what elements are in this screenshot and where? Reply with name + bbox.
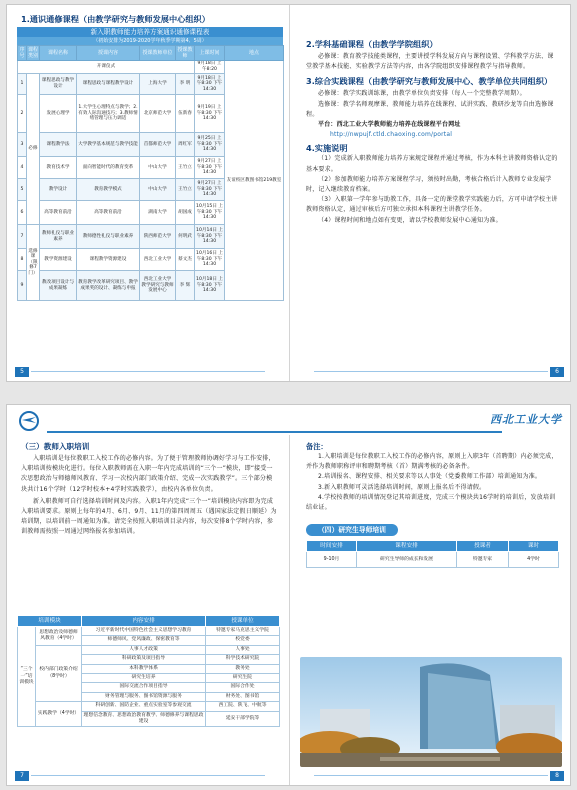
paragraph: 必修课：教育教学技能类课程，主要讲授学科发展方向与课程设置、学科教学方法、课堂教学基本技能、实验教学方法等内容，由各学院组织安排课程教学与指导教师。 xyxy=(306,53,554,71)
col-header: 课程类别 xyxy=(27,47,38,59)
course-content: 教育教学改革研究项目、教学成果奖的设计、凝练与申报 xyxy=(77,271,140,301)
module-unit: 西工院、陕飞、中航等 xyxy=(206,702,280,711)
list-item: （3）入职第一学年参与助教工作，具备一定的课堂教学实践能力后，方可申请学校主讲教师资格认定，通过审核后方可独立承担本科课程主讲教学任务。 xyxy=(306,196,558,214)
page-6 xyxy=(290,5,572,381)
module-unit: 国际合作处 xyxy=(206,683,280,692)
course-name: 教育技术学 xyxy=(40,157,77,179)
col-header: 授课教师单位 xyxy=(140,46,176,61)
module-content: 人事人才政策 xyxy=(82,645,206,654)
module-unit: 延安干部学院等 xyxy=(206,711,280,727)
paragraph: 选修课：教学名师观摩课、教师能力培养在线课程、试讲实践、教研沙龙等自由选修课程。 xyxy=(306,100,554,118)
course-time: 9月25日 上午8:30 下午14:30 xyxy=(195,133,225,157)
course-time: 9月18日 上午8:30 下午14:30 xyxy=(195,74,225,95)
platform-label: 平台：西北工业大学教师能力培养在线课程平台网址 xyxy=(318,121,461,129)
campus-photo xyxy=(300,657,562,767)
row-hours: 4学时 xyxy=(509,552,559,568)
course-name: 教学资源建设 xyxy=(40,249,77,271)
row-no: 6 xyxy=(18,201,27,225)
course-name: 高等教育前沿 xyxy=(40,201,77,225)
col-header: 课程安排 xyxy=(357,541,457,552)
note-item: 4.学校按教师的培训情况登记其培训进度，完成三个模块共16学时的培训后，发放培训结业证。 xyxy=(306,493,556,512)
row-no: 2 xyxy=(18,95,27,133)
table-title: 新入职教师能力培养方案通识通修课程表 xyxy=(17,27,283,37)
module-content: 理想信念教育、思想政治教育教学、师德修养与课程思政建设 xyxy=(82,711,206,727)
section-pill: （四）研究生导师培训 xyxy=(306,524,398,536)
course-teacher: 李 辉 xyxy=(176,271,195,301)
section-title: 3.综合实践课程（由教学研究与教师发展中心、教学单位共同组织） xyxy=(306,76,553,87)
row-no: 3 xyxy=(18,133,27,157)
course-time: 10月15日 上午8:30 下午14:30 xyxy=(195,201,225,225)
row-no: 1 xyxy=(18,74,27,95)
module-unit: 人事处 xyxy=(206,645,280,654)
module-unit: 财务处、图书馆 xyxy=(206,692,280,701)
col-header: 序号 xyxy=(19,47,25,59)
col-header: 授课内容 xyxy=(77,46,140,61)
course-name: 课程教学法 xyxy=(40,133,77,157)
module-unit: 科学技术研究院 xyxy=(206,655,280,664)
course-name: 课程思政与教学设计 xyxy=(40,74,77,95)
col-header: 地点 xyxy=(225,46,284,61)
page-number: 6 xyxy=(550,367,564,377)
module-name: 思想政治及师德师风教育（4学时） xyxy=(36,627,82,646)
col-header: 授课者 xyxy=(457,541,509,552)
paragraph: 入职培训是每位教职工入校工作的必修内容。为了便于管理教师协调好学习与工作安排，入职培训按模块化进行。每位入职教师需在入职一年内完成培训的“三个一”模块，即“接受一次思想政治与师德师风教育、学习一次校内部门政策介绍、完成一次实践教学”。三个部分模块共计16个学时（12学时校本+4学时实践教学），由校内各单位负责。 xyxy=(21,455,275,493)
course-unit: 西北工业大学 xyxy=(140,249,176,271)
course-time: 10月14日 上午8:30 下午14:30 xyxy=(195,225,225,249)
page-number: 5 xyxy=(15,367,29,377)
module-name: 校内部门政策介绍（8学时） xyxy=(36,645,82,701)
row-no: 5 xyxy=(18,179,27,201)
course-unit: 中山大学 xyxy=(140,157,176,179)
course-teacher: 王竹立 xyxy=(176,179,195,201)
course-unit: 湖南大学 xyxy=(140,201,176,225)
paragraph: 新入职教师可自行选择培训时间及内容。入职1年内完成“三个一”培训模块内容即为完成入职培训要求。原则上每年的4月、6月、9月、11月的第四周周五（遇国家法定假日顺延）为培训期，以培训前一周通知为准。请完全按照入职培训目录内容，每次安排8个学时内容，参训教师需按照一周通过网络报名参加培训。 xyxy=(21,497,277,536)
course-time: 10月18日 上午8:30 下午14:30 xyxy=(195,271,225,301)
bottom-spread xyxy=(6,404,571,786)
page-5 xyxy=(7,5,289,381)
course-unit: 中山大学 xyxy=(140,179,176,201)
module-content: 科研政策及项目指导 xyxy=(82,655,206,664)
list-item: （1）完成新入职教师能力培养方案规定课程并通过考核，作为本科主讲教师资格认定的基本要求。 xyxy=(306,155,558,173)
footer-rule xyxy=(314,775,548,776)
paragraph: 必修课：教学实践训练课，由教学单位负责安排（每人一个完整教学周期）。 xyxy=(318,90,526,98)
course-content: 教育教学模式 xyxy=(77,179,140,201)
note-item: 2.培训报名、课程安排、相关要求等以人事处（党委教师工作部）培训通知为准。 xyxy=(318,473,542,481)
course-teacher: 蔡文杰 xyxy=(176,249,195,271)
page-7 xyxy=(7,435,289,785)
training-module-table xyxy=(17,615,280,727)
row-no: 7 xyxy=(18,225,27,249)
list-item: （2）参加教师能力培养方案课程学习，须按时出勤，考核合格后计入教师专业发展学时，记入继续教育档案。 xyxy=(306,175,552,194)
course-content: 大学教学基本规范与教学技能 xyxy=(77,133,140,157)
mentor-training-table xyxy=(306,540,559,568)
course-content: 课程教学资源建设 xyxy=(77,249,140,271)
section-pill-wrap xyxy=(306,517,558,536)
course-unit: 首都师范大学 xyxy=(140,133,176,157)
row-lecturer: 特邀专家 xyxy=(457,552,509,568)
course-content: 高等教育前沿 xyxy=(77,201,140,225)
module-content: 师德师风、党风廉政、保密教育等 xyxy=(82,636,206,645)
course-teacher: 李 明 xyxy=(176,74,195,95)
course-content: 课程思政与课程教学设计 xyxy=(77,74,140,95)
course-name: 教学设计 xyxy=(40,179,77,201)
module-unit: 教务处 xyxy=(206,664,280,673)
notes-label: 备注： xyxy=(306,442,328,451)
course-time: 9月27日 上午8:30 下午14:30 xyxy=(195,157,225,179)
course-schedule-table xyxy=(17,45,284,301)
course-unit: 西北工业大学 教学研究与教师发展中心 xyxy=(140,271,176,301)
module-name: 实践教学（4学时） xyxy=(36,702,82,727)
section-title: 4.实施说明 xyxy=(306,143,348,154)
module-unit: 特邀专家马克思主义学院 xyxy=(206,627,280,636)
course-teacher: 王竹立 xyxy=(176,157,195,179)
section-title: 2.学科基础课程（由教学学院组织） xyxy=(306,39,438,49)
module-content: 习近平新时代中国特色社会主义思想学习教育 xyxy=(82,627,206,636)
row-no: 8 xyxy=(18,249,27,271)
course-unit: 上海大学 xyxy=(140,74,176,95)
category-elective: 选修课（限修7门） xyxy=(27,225,40,301)
location-cell: 友谊校区教图书馆219教室 xyxy=(225,61,284,301)
col-header: 课时 xyxy=(509,541,559,552)
course-teacher: 何明武 xyxy=(176,225,195,249)
category-required: 必修 xyxy=(27,74,40,225)
col-header: 内容安排 xyxy=(82,616,206,627)
row-no: 9 xyxy=(18,271,27,301)
header-rule xyxy=(47,431,502,433)
course-unit: 北京师范大学 xyxy=(140,95,176,133)
module-unit: 校党委 xyxy=(206,636,280,645)
footer-rule xyxy=(31,775,265,776)
module-content: 科研创新、国防企业、重点实验室等参观交流 xyxy=(82,702,206,711)
row-time: 9-10月 xyxy=(307,552,357,568)
course-time: 10月16日 上午8:30 下午14:30 xyxy=(195,249,225,271)
course-time: 9月27日 上午8:30 下午14:30 xyxy=(195,179,225,201)
note-item: 3.新入职教师可灵活选择培训时间，原则上报名后不得请假。 xyxy=(318,483,486,491)
page-8 xyxy=(290,435,572,785)
section-title: 1.通识通修课程（由教学研究与教师发展中心组织） xyxy=(21,14,210,24)
module-group: “三个一”培训模块 xyxy=(18,627,36,727)
module-content: 本科教学体系 xyxy=(82,664,206,673)
course-teacher: 胡国成 xyxy=(176,201,195,225)
module-content: 国际交流合作项目指导 xyxy=(82,683,206,692)
list-item: （4）课程时间和地点如有变更，请以学校教师发展中心通知为准。 xyxy=(318,216,502,224)
opening-ceremony: 开课仪式 xyxy=(18,61,195,74)
course-time: 9月19日 上午8:30 下午14:30 xyxy=(195,95,225,133)
course-content: 1.大学生心理特点与教学；2.有效人际沟通技巧；3.教师情绪管理与压力调适 xyxy=(77,95,140,133)
page-number: 7 xyxy=(15,771,29,781)
col-header: 课程名称 xyxy=(40,46,77,61)
module-content: 财务管理与服务、图书馆资源与服务 xyxy=(82,692,206,701)
top-spread xyxy=(6,4,571,382)
page-number: 8 xyxy=(550,771,564,781)
course-name: 发展心理学 xyxy=(40,95,77,133)
col-header: 时间安排 xyxy=(307,541,357,552)
course-teacher: 周红军 xyxy=(176,133,195,157)
col-header: 培训模块 xyxy=(18,616,82,627)
opening-time: 9月18日 上午8:20 xyxy=(195,61,225,74)
table-subtitle: （初始安排为2019-2020学年秋季学期第4、5周） xyxy=(17,37,283,45)
brand-title: 西北工业大学 xyxy=(490,413,562,426)
note-item: 1.入职培训是每位教职工入校工作的必修内容，原则上入职3年（首聘期）内必须完成，并作为教师职称评审和聘期考核（首）期满考核的必备条件。 xyxy=(306,453,558,471)
course-teacher: 伍新春 xyxy=(176,95,195,133)
row-no: 4 xyxy=(18,157,27,179)
course-unit: 陕西师范大学 xyxy=(140,225,176,249)
section-title: （三）教师入职培训 xyxy=(21,442,90,451)
course-name: 教师礼仪与职业素养 xyxy=(40,225,77,249)
col-header: 授课单位 xyxy=(206,616,280,627)
course-content: 教师德性礼仪与职业素养 xyxy=(77,225,140,249)
footer-rule xyxy=(31,371,265,372)
course-content: 面向智能时代的教育变革 xyxy=(77,157,140,179)
footer-rule xyxy=(314,371,548,372)
course-name: 教改项目设计与成果凝练 xyxy=(40,271,77,301)
col-header: 授课教师 xyxy=(177,47,193,59)
module-unit: 研究生院 xyxy=(206,674,280,683)
campus-building-image xyxy=(300,657,562,767)
col-header: 上课时间 xyxy=(195,46,225,61)
row-course: 研究生导师的成长和发展 xyxy=(357,552,457,568)
page-header xyxy=(7,405,572,435)
module-content: 研究生培养 xyxy=(82,674,206,683)
platform-link[interactable]: http://nwpujf.ctld.chaoxing.com/portal xyxy=(330,131,453,139)
